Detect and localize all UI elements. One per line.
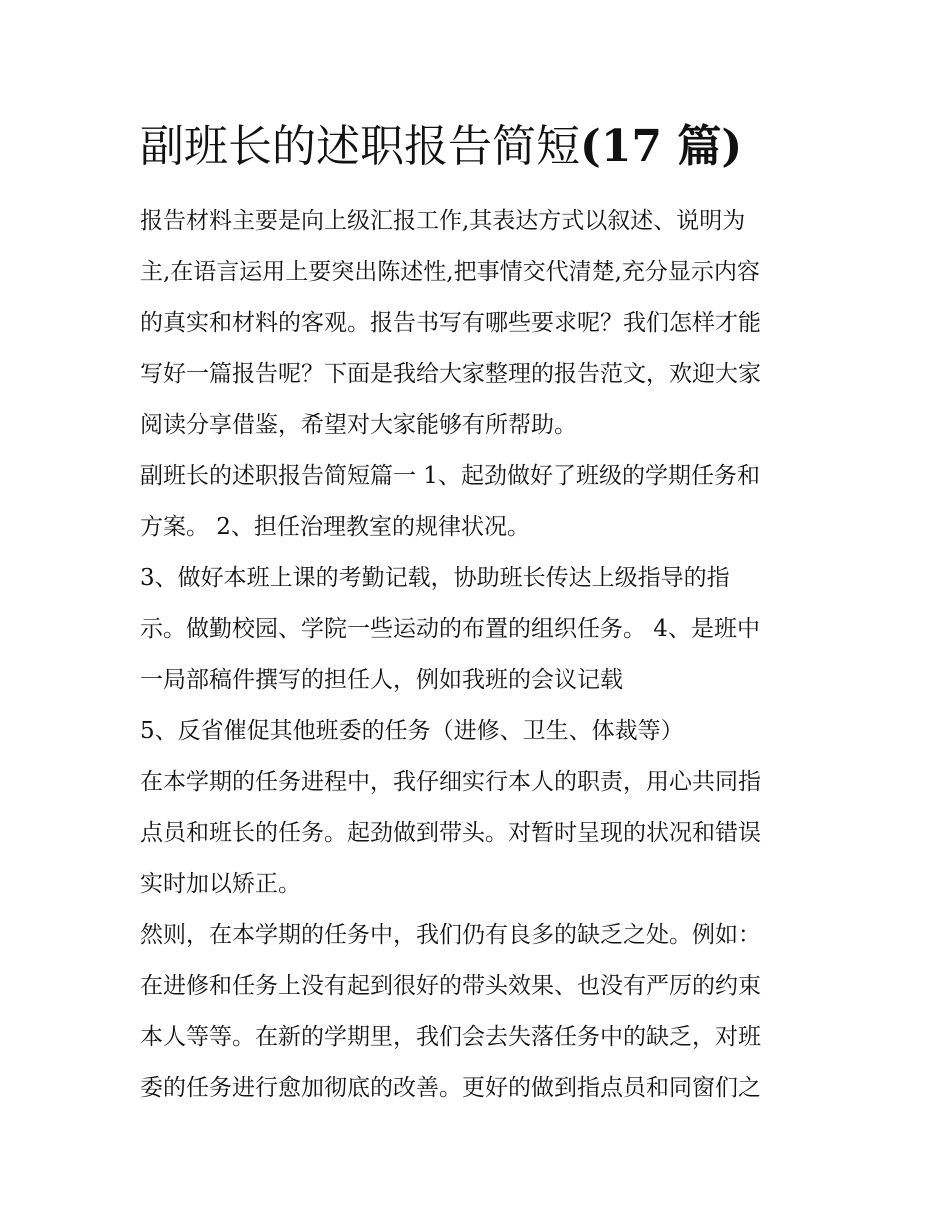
body-line: 然则，在本学期的任务中，我们仍有良多的缺乏之处。例如： [140, 922, 761, 948]
body-line: 点员和班长的任务。起劲做到带头。对暂时呈现的状况和错误 [140, 820, 761, 846]
body-line: 写好一篇报告呢？下面是我给大家整理的报告范文，欢迎大家 [140, 361, 761, 387]
body-line: 方案。 2、担任治理教室的规律状况。 [140, 514, 530, 540]
body-line: 一局部稿件撰写的担任人，例如我班的会议记载 [140, 667, 623, 693]
body-line: 主,在语言运用上要突出陈述性,把事情交代清楚,充分显示内容 [140, 259, 760, 285]
body-line: 委的任务进行愈加彻底的改善。更好的做到指点员和同窗们之 [140, 1075, 761, 1101]
document-title [140, 112, 860, 182]
body-line: 3、做好本班上课的考勤记载，协助班长传达上级指导的指 [140, 565, 730, 591]
document-body [140, 196, 820, 1114]
body-line: 本人等等。在新的学期里，我们会去失落任务中的缺乏，对班 [140, 1024, 761, 1050]
body-line: 阅读分享借鉴，希望对大家能够有所帮助。 [140, 412, 577, 438]
body-line: 示。做勤校园、学院一些运动的布置的组织任务。 4、是班中 [140, 616, 760, 642]
title-count-text: (17 篇) [580, 121, 743, 172]
body-line: 报告材料主要是向上级汇报工作,其表达方式以叙述、说明为 [140, 208, 746, 234]
body-line: 实时加以矫正。 [140, 871, 301, 897]
body-line: 5、反省催促其他班委的任务（进修、卫生、体裁等） [140, 718, 684, 744]
body-line: 副班长的述职报告简短篇一 1、起劲做好了班级的学期任务和 [140, 463, 760, 489]
title-main-text: 副班长的述职报告简短 [140, 121, 580, 172]
body-line: 在进修和任务上没有起到很好的带头效果、也没有严厉的约束 [140, 973, 761, 999]
body-line: 的真实和材料的客观。报告书写有哪些要求呢？我们怎样才能 [140, 310, 761, 336]
body-line: 在本学期的任务进程中，我仔细实行本人的职责，用心共同指 [140, 769, 761, 795]
